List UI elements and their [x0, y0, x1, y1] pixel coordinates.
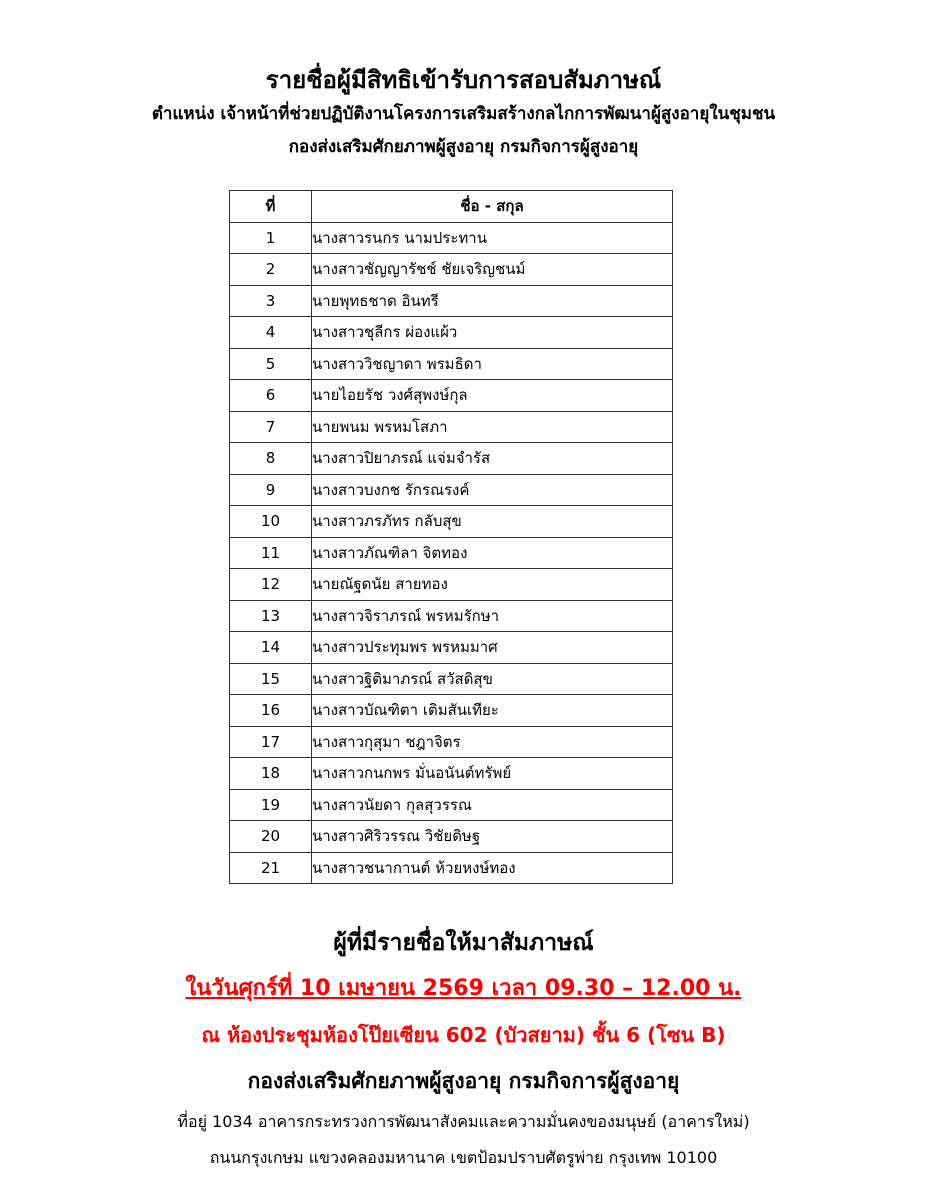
candidate-name: นางสาวภัณฑิลา จิตทอง — [312, 537, 673, 569]
candidate-name: นางสาวศิริวรรณ วิชัยดิษฐ — [312, 821, 673, 853]
candidate-name: นายไอยรัช วงศ์สุพงษ์กุล — [312, 380, 673, 412]
candidate-name: นางสาวบงกช รักรณรงค์ — [312, 474, 673, 506]
position-title: ตำแหน่ง เจ้าหน้าที่ช่วยปฏิบัติงานโครงการเสริมสร้างกลไกการพัฒนาผู้สูงอายุในชุมชน — [151, 104, 776, 124]
row-number: 4 — [230, 317, 312, 349]
row-number: 19 — [230, 789, 312, 821]
candidate-name: นางสาวกนกพร มั่นอนันต์ทรัพย์ — [312, 758, 673, 790]
organization-name: กองส่งเสริมศักยภาพผู้สูงอายุ กรมกิจการผู้สูงอายุ — [247, 1069, 680, 1093]
interview-date-time: ในวันศุกร์ที่ 10 เมษายน 2569 เวลา 09.30 – 12.00 น. — [185, 976, 742, 1001]
table-row — [230, 348, 673, 380]
row-number: 6 — [230, 380, 312, 412]
row-number: 16 — [230, 695, 312, 727]
table-row — [230, 600, 673, 632]
table-row — [230, 789, 673, 821]
table-row — [230, 569, 673, 601]
column-header-name: ชื่อ - สกุล — [312, 191, 673, 223]
row-number: 17 — [230, 726, 312, 758]
row-number: 2 — [230, 254, 312, 286]
department-title: กองส่งเสริมศักยภาพผู้สูงอายุ กรมกิจการผู้สูงอายุ — [288, 137, 639, 157]
document-header — [0, 62, 927, 164]
row-number: 1 — [230, 222, 312, 254]
candidate-name: นายพุทธชาด อินทรี — [312, 285, 673, 317]
candidate-name: นางสาวภรภัทร กลับสุข — [312, 506, 673, 538]
interview-notice — [0, 920, 927, 1176]
table-row — [230, 443, 673, 475]
row-number: 5 — [230, 348, 312, 380]
row-number: 15 — [230, 663, 312, 695]
table-row — [230, 222, 673, 254]
candidate-table — [229, 190, 673, 884]
candidate-name: นางสาวบัณฑิตา เติมสันเทียะ — [312, 695, 673, 727]
candidate-name: นางสาวชุลีกร ผ่องแผ้ว — [312, 317, 673, 349]
row-number: 3 — [230, 285, 312, 317]
row-number: 12 — [230, 569, 312, 601]
row-number: 10 — [230, 506, 312, 538]
row-number: 20 — [230, 821, 312, 853]
row-number: 14 — [230, 632, 312, 664]
candidate-name: นางสาวนัยดา กุลสุวรรณ — [312, 789, 673, 821]
row-number: 8 — [230, 443, 312, 475]
candidate-name: นางสาวชนากานต์ ห้วยหงษ์ทอง — [312, 852, 673, 884]
table-row — [230, 380, 673, 412]
table-row — [230, 632, 673, 664]
table-row — [230, 537, 673, 569]
candidate-name: นางสาวชัญญารัชช์ ชัยเจริญชนม์ — [312, 254, 673, 286]
table-row — [230, 695, 673, 727]
table-row — [230, 254, 673, 286]
row-number: 18 — [230, 758, 312, 790]
candidate-name: นางสาวประทุมพร พรหมมาศ — [312, 632, 673, 664]
interview-location: ณ ห้องประชุมห้องโป๊ยเซียน 602 (บัวสยาม) ชั้น 6 (โซน B) — [201, 1023, 726, 1047]
table-row — [230, 474, 673, 506]
address-line-1: ที่อยู่ 1034 อาคารกระทรวงการพัฒนาสังคมและความมั่นคงของมนุษย์ (อาคารใหม่) — [177, 1112, 750, 1131]
table-row — [230, 758, 673, 790]
candidate-name: นายณัฐดนัย สายทอง — [312, 569, 673, 601]
candidate-name: นางสาววิชญาดา พรมธิดา — [312, 348, 673, 380]
table-row — [230, 411, 673, 443]
table-row — [230, 506, 673, 538]
address-line-2: ถนนกรุงเกษม แขวงคลองมหานาค เขตป้อมปราบศัตรูพ่าย กรุงเทพ 10100 — [209, 1148, 718, 1167]
table-row — [230, 317, 673, 349]
notice-heading: ผู้ที่มีรายชื่อให้มาสัมภาษณ์ — [333, 930, 594, 956]
candidate-name: นางสาวรนกร นามประทาน — [312, 222, 673, 254]
row-number: 11 — [230, 537, 312, 569]
table-row — [230, 852, 673, 884]
candidate-name: นางสาวปิยาภรณ์ แจ่มจำรัส — [312, 443, 673, 475]
candidate-name: นางสาวจิราภรณ์ พรหมรักษา — [312, 600, 673, 632]
table-header-row — [230, 191, 673, 223]
table-row — [230, 663, 673, 695]
table-row — [230, 285, 673, 317]
row-number: 13 — [230, 600, 312, 632]
table-row — [230, 726, 673, 758]
candidate-rows — [230, 222, 673, 884]
candidate-name: นายพนม พรหมโสภา — [312, 411, 673, 443]
row-number: 21 — [230, 852, 312, 884]
page-title: รายชื่อผู้มีสิทธิเข้ารับการสอบสัมภาษณ์ — [265, 66, 662, 94]
candidate-name: นางสาวกุสุมา ชฎาจิตร — [312, 726, 673, 758]
row-number: 7 — [230, 411, 312, 443]
table-row — [230, 821, 673, 853]
candidate-name: นางสาวฐิติมาภรณ์ สวัสดิสุข — [312, 663, 673, 695]
column-header-number: ที่ — [230, 191, 312, 223]
row-number: 9 — [230, 474, 312, 506]
